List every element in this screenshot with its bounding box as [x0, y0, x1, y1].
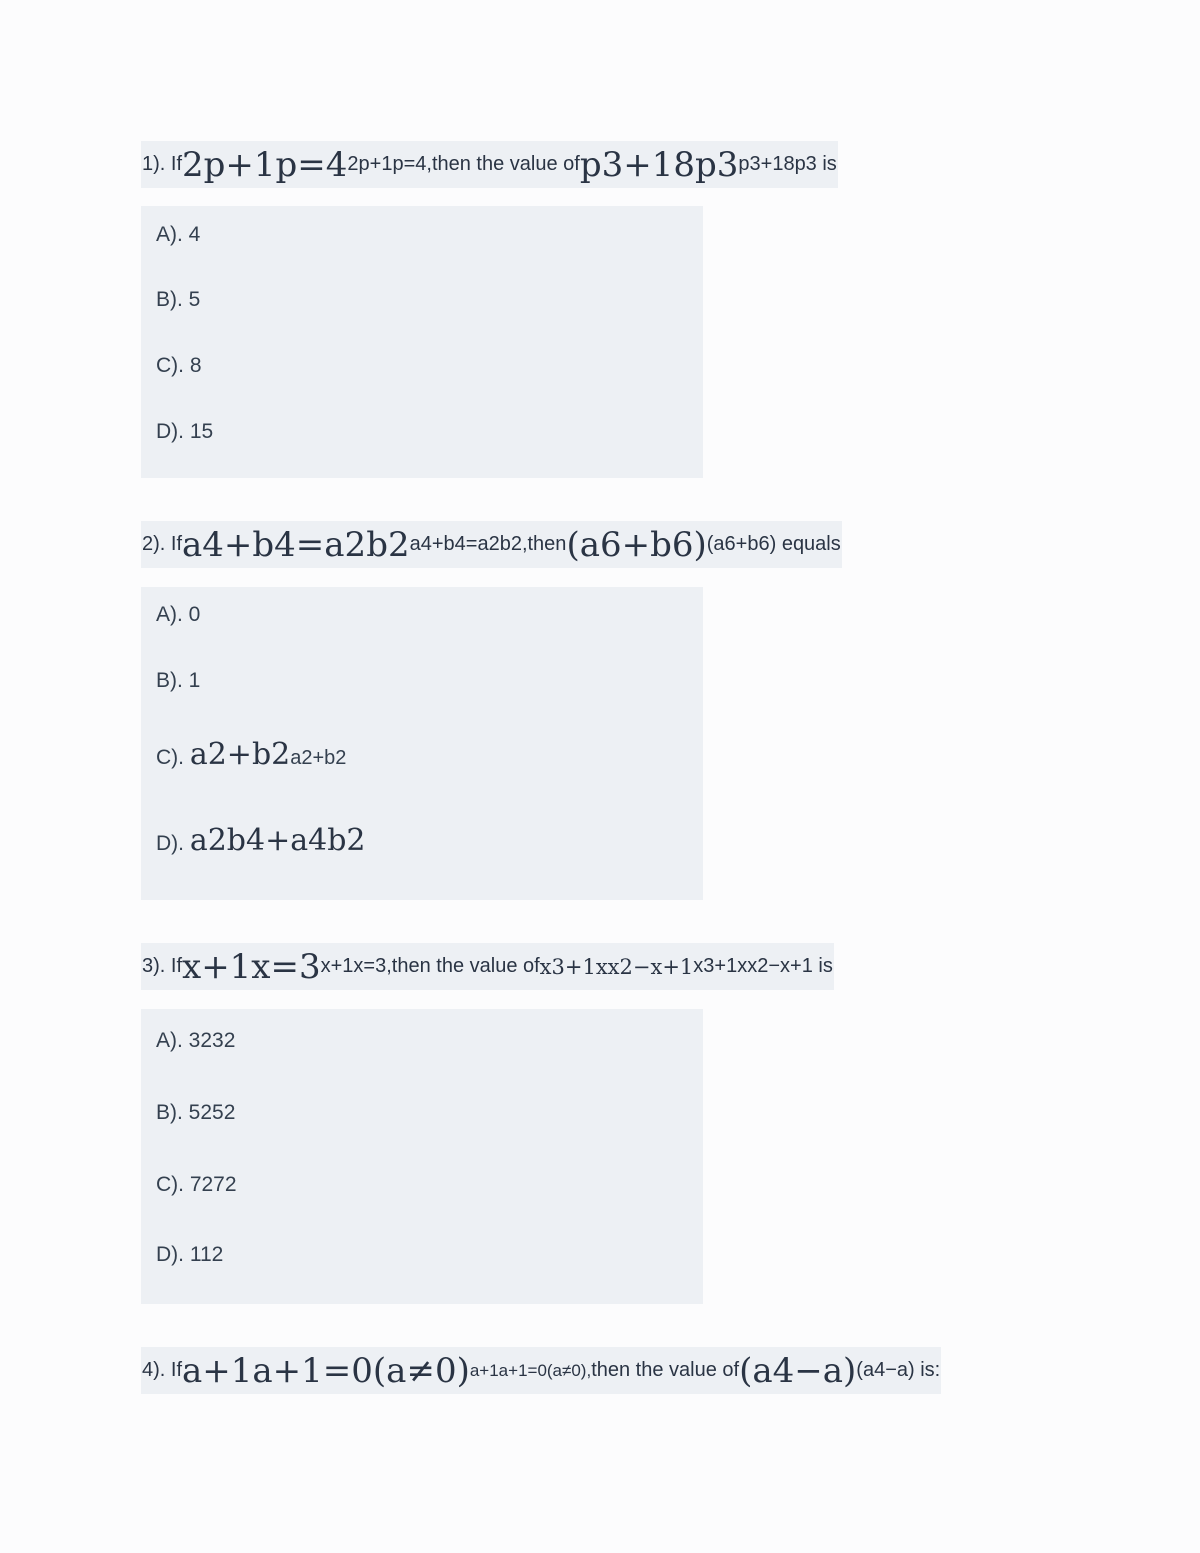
- option-d[interactable]: D). 15: [156, 420, 214, 443]
- option-a[interactable]: A). 0: [156, 603, 201, 626]
- math-expression: (a6+b6): [566, 524, 707, 565]
- math-text-fallback: (a6+b6) equals: [706, 533, 841, 555]
- question-4: [141, 1347, 941, 1394]
- options-panel-2: [141, 587, 703, 900]
- option-b[interactable]: B). 5: [156, 288, 201, 311]
- option-c[interactable]: [156, 737, 346, 772]
- math-expression: a+1a+1=0(a≠0): [182, 1350, 470, 1391]
- question-number: 3). If: [142, 955, 183, 977]
- math-text-fallback: (a4−a) is:: [856, 1359, 941, 1381]
- question-text: then: [527, 533, 567, 555]
- math-expression: x+1x=3: [182, 946, 321, 987]
- math-text-fallback: x+1x=3,: [320, 955, 392, 977]
- option-b[interactable]: B). 1: [156, 669, 201, 692]
- question-3: [141, 943, 834, 990]
- options-panel-1: [141, 206, 703, 478]
- option-c[interactable]: C). 7272: [156, 1173, 237, 1196]
- math-text-fallback: 2p+1p=4,: [347, 153, 432, 175]
- question-number: 4). If: [142, 1359, 183, 1381]
- question-1: [141, 141, 838, 188]
- option-d[interactable]: D). 112: [156, 1243, 224, 1266]
- math-expression: a4+b4=a2b2: [182, 524, 410, 565]
- math-text-fallback: a4+b4=a2b2,: [409, 533, 528, 555]
- question-text: then the value of: [591, 1359, 740, 1381]
- math-expression: a2b4+a4b2: [189, 823, 366, 858]
- math-expression: 2p+1p=4: [182, 144, 348, 185]
- math-expression: x3+1xx2−x+1: [539, 954, 694, 979]
- option-a[interactable]: A). 4: [156, 223, 201, 246]
- option-b[interactable]: B). 5252: [156, 1101, 236, 1124]
- option-label: C).: [156, 746, 190, 769]
- options-panel-3: [141, 1009, 703, 1304]
- question-number: 2). If: [142, 533, 183, 555]
- option-c[interactable]: C). 8: [156, 354, 202, 377]
- math-text-fallback: p3+18p3 is: [738, 153, 837, 175]
- option-d[interactable]: [156, 823, 366, 858]
- math-expression: p3+18p3: [579, 144, 739, 185]
- math-text-fallback: a+1a+1=0(a≠0),: [469, 1360, 592, 1380]
- question-text: then the value of: [391, 955, 540, 977]
- question-number: 1). If: [142, 153, 183, 175]
- question-text: then the value of: [431, 153, 580, 175]
- math-text-fallback: x3+1xx2−x+1 is: [693, 955, 833, 977]
- option-label: D).: [156, 832, 190, 855]
- question-2: [141, 521, 842, 568]
- option-a[interactable]: A). 3232: [156, 1029, 236, 1052]
- math-expression: a2+b2: [189, 737, 291, 772]
- math-expression: (a4−a): [739, 1350, 857, 1391]
- math-text-fallback: a2+b2: [290, 747, 347, 769]
